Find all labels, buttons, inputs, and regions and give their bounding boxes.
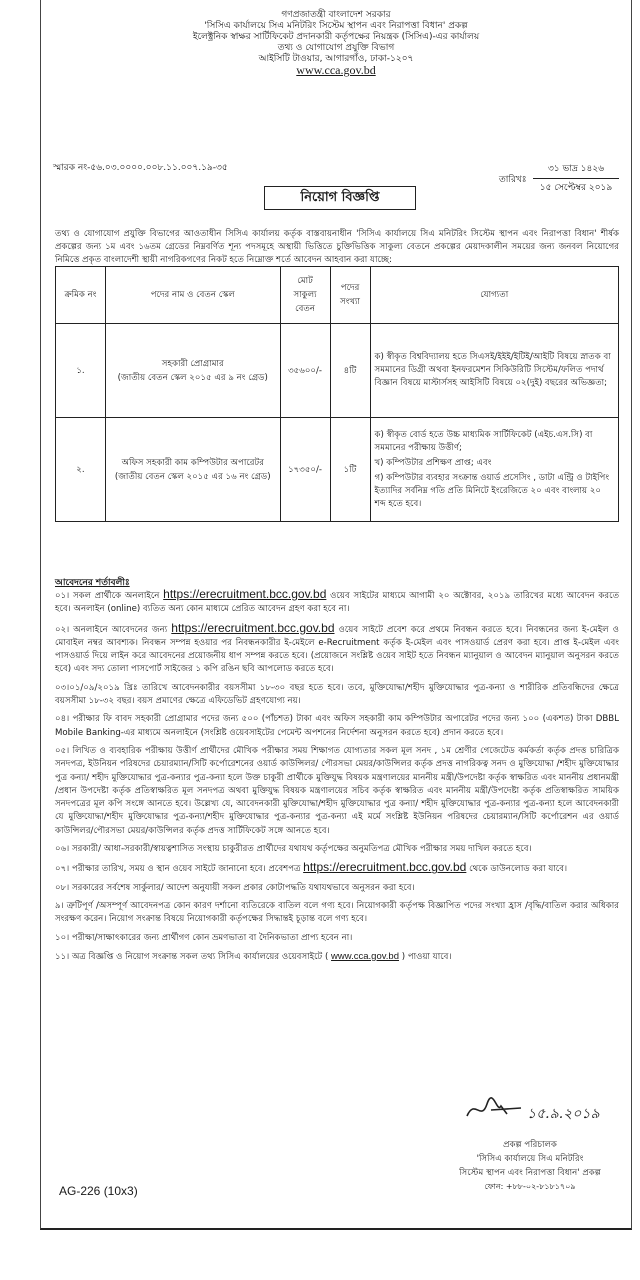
header (41, 10, 631, 76)
signature-date: ১৫.৯.২০১৯ (527, 1106, 600, 1122)
header-government: গণপ্রজাতন্ত্রী বাংলাদেশ সরকার (281, 10, 391, 20)
post-scale: (জাতীয় বেতন স্কেল ২০১৫ এর ১৬ নং গ্রেড) (114, 471, 271, 482)
header-project: 'সিসিএ কার্যালয়ে সিএ মনিটরিং সিস্টেম স্থাপন এবং নিরাপত্তা বিধান' প্রকল্প (204, 21, 468, 31)
post-name: সহকারী প্রোগ্রামার (161, 358, 224, 369)
erecruitment-link[interactable]: https://erecruitment.bcc.gov.bd (163, 587, 327, 601)
condition-item: ০৩।০১/০৯/২০১৯ খ্রিঃ তারিখে আবেদনকারীর বয়সসীমা ১৮-৩০ বছর হতে হবে। তবে, মুক্তিযোদ্ধা/শহীদ মুক্তিযোদ্ধার পুত্র-কন্যা ও শারীরিক প্রতিবন্ধিদের ক্ষেত্রে বয়সসীমা ১৮-৩২ বছর। বয়স প্রমাণের ক্ষেত্রে এফিডেভিট গ্রহণযোগ্য নয়। (55, 682, 619, 707)
header-salary: মোট সাকুল্য বেতন (280, 267, 330, 324)
website-link[interactable]: www.cca.gov.bd (331, 950, 399, 962)
condition-item: ৯। ত্রুটিপূর্ণ /অসম্পূর্ণ আবেদনপত্র কোন কারণ দর্শানো ব্যতিরেকে বাতিল বলে গণ্য হবে। নিয়োগকারী কর্তৃপক্ষ বিজ্ঞাপিত পদের সংখ্যা হ্রাস /বৃদ্ধি/বাতিল করার অধিকার সংরক্ষণ করেন। নিয়োগ সংক্রান্ত বিষয়ে নিয়োগকারী কর্তৃপক্ষের সিদ্ধান্তই চূড়ান্ত বলে গণ্য হবে। (55, 900, 619, 925)
header-website-link[interactable]: www.cca.gov.bd (296, 63, 376, 77)
qualification-item: ক) স্বীকৃত বিশ্ববিদ্যালয় হতে সিএসই/ইইই/ইটিই/আইটি বিষয়ে স্নাতক বা সমমানের ডিগ্রী অথবা ইনফরমেশন সিকিউরিটি সিস্টেম/ফলিত পদার্থ বিজ্ঞান বিষয়ে মাস্টার্সসহ আইসিটি বিষয়ে ০২(দুই) বছরের অভিজ্ঞতা; (374, 352, 611, 388)
signatory-project-line1: 'সিসিএ কার্যালয়ে সিএ মনিটরিং (476, 1154, 584, 1164)
row-qualification (370, 418, 618, 522)
jobs-table (55, 266, 619, 522)
condition-item: ১১। অত্র বিজ্ঞপ্তি ও নিয়োগ সংক্রান্ত সকল তথ্য সিসিএ কার্যালয়ের ওয়েবসাইটে ( www.cca.gov.bd ) পাওয়া যাবে। (55, 950, 452, 962)
condition-item: ০৫। লিখিত ও ব্যবহারিক পরীক্ষায় উত্তীর্ণ প্রার্থীদের মৌখিক পরীক্ষার সময় শিক্ষাগত যোগ্যতার সকল মূল সনদ , ১ম শ্রেণীর গেজেটেড কর্মকর্তা কর্তৃক প্রদত্ত চারিত্রিক সনদপত্র, ইউনিয়ন পরিষদের চেয়ারম্যান/সিটি কর্পোরেশনের ওয়ার্ড কাউন্সিলর/ পৌরসভা মেয়র/কাউন্সিলর কর্তৃক প্রদত্ত নাগরিকত্ব সনদ ও মুক্তিযোদ্ধা /শহীদ মুক্তিযোদ্ধার পুত্র কন্যা/ শহীদ মুক্তিযোদ্ধার পুত্র-কন্যার পুত্র-কন্যা হলে উক্ত চাকুরী প্রার্থীকে মুক্তিযুদ্ধ বিষয়ক মন্ত্রণালয়ের মাননীয় মন্ত্রী/উপদেষ্টা কর্তৃক স্বাক্ষরিত এবং মাননীয় প্রধানমন্ত্রী /প্রধান উপদেষ্টা কর্তৃক প্রতিস্বাক্ষরিত মূল সনদপত্র অথবা মুক্তিযুদ্ধ বিষয়ক মন্ত্রণালয়ের সচিব কর্তৃক স্বাক্ষরিত এবং মাননীয় মন্ত্রী/উপদেষ্টা কর্তৃক প্রতিস্বাক্ষরিত সাময়িক সনদপত্রের মূল কপি সংঙ্গে আনতে হবে। উল্লেখ্য যে, আবেদনকারী মুক্তিযোদ্ধা/শহীদ মুক্তিযোদ্ধার পুত্র কন্যা/ শহীদ মুক্তিযোদ্ধার পুত্র-কন্যার পুত্র-কন্যা হলে আবেদনকারী যে মুক্তিযোদ্ধা/শহীদ মুক্তিযোদ্ধার পুত্র-কন্যা/শহীদ মুক্তিযোদ্ধার পুত্র-কন্যার পুত্র-কন্যা এই মর্মে সংশ্লিষ্ট ইউনিয়ন পরিষদের চেয়ারম্যান/সিটি কর্পোরেশন এর ওয়ার্ড কাউন্সিলর/পৌরসভা মেয়র/কাউন্সিলর কর্তৃক প্রদত্ত সার্টিফিকেট সঙ্গে আনতে হবে। (55, 745, 619, 836)
date-english: ১৫ সেপ্টেম্বর ২০১৯ (539, 183, 613, 193)
table-row (56, 418, 619, 522)
qualification-item: গ) কম্পিউটার ব্যবহার সংক্রান্ত ওয়ার্ড প্রসেসিং , ডাটা এন্ট্রি ও টাইপিং ইত্যাদির সর্বনিম্ন গতি প্রতি মিনিটে ইংরেজিতে ২০ এবং বাংলায় ২০ শব্দ হতে হবে। (374, 472, 610, 509)
header-qualification: যোগ্যতা (370, 267, 618, 324)
header-office: ইলেক্ট্রনিক স্বাক্ষর সার্টিফিকেট প্রদানকারী কর্তৃপক্ষের নিয়ন্ত্রক (সিসিএ)-এর কার্যালয় (192, 32, 480, 42)
qualification-item: ক) স্বীকৃত বোর্ড হতে উচ্চ মাধ্যমিক সার্টিফিকেট (এইচ.এস.সি) বা সমমানের পরীক্ষায় উত্তীর্ণ; (374, 429, 593, 453)
header-count: পদের সংখ্যা (330, 267, 370, 324)
conditions-title: আবেদনের শর্তাবলীঃ (55, 578, 130, 588)
conditions-list (55, 588, 619, 969)
erecruitment-link[interactable]: https://erecruitment.bcc.gov.bd (303, 860, 467, 875)
header-division: তথ্য ও যোগাযোগ প্রযুক্তি বিভাগ (277, 43, 395, 53)
row-qualification (370, 324, 618, 418)
date-label: তারিখঃ (499, 175, 527, 185)
header-post: পদের নাম ও বেতন স্কেল (105, 267, 280, 324)
post-scale: (জাতীয় বেতন স্কেল ২০১৫ এর ৯ নং গ্রেড) (117, 372, 268, 383)
signature (461, 1092, 631, 1130)
row-count: ৪টি (330, 324, 370, 418)
date-block (533, 160, 619, 197)
ag-code: AG-226 (10x3) (59, 1184, 138, 1198)
row-serial: ১. (56, 324, 106, 418)
row-post (105, 324, 280, 418)
row-count: ১টি (330, 418, 370, 522)
table-header-row (56, 267, 619, 324)
condition-item: ০১। সকল প্রার্থীকে অনলাইনে https://erecruitment.bcc.gov.bd ওয়েব সাইটের মাধ্যমে আগামী ২০ অক্টোবর, ২০১৯ তারিখের মধ্যে আবেদন করতে হবে। অনলাইন (online) ব্যতিত অন্য কোন মাধ্যমে প্রেরিত আবেদন গ্রহণ করা হবে না। (55, 587, 620, 615)
signatory-phone: ফোন: +৮৮-০২-৮১৮১৭০৯ (484, 1182, 576, 1191)
table-row (56, 324, 619, 418)
row-serial: ২. (56, 418, 106, 522)
header-serial: ক্রমিক নং (56, 267, 106, 324)
condition-item: ০৪। পরীক্ষার ফি বাবদ সহকারী প্রোগ্রামার পদের জন্য ৫০০ (পাঁচশত) টাকা এবং অফিস সহকারী কাম কম্পিউটার অপারেটর পদের জন্য ১০০ (একশত) টাকা DBBL Mobile Banking-এর মাধ্যমে অনলাইনে (সংশ্লিষ্ট ওয়েবসাইটের পেমেন্ট অপশনের নির্দেশনা অনুসরন করতে হবে) প্রদান করতে হবে। (55, 714, 619, 738)
memo-number: স্মারক নং-৫৬.০৩.০০০০.০০৮.১১.০০৭.১৯-৩৫ (53, 163, 228, 173)
condition-item: ১০। পরীক্ষা/সাক্ষাৎকারের জন্য প্রার্থীগণ কোন ভ্রমণভাতা বা দৈনিকভাতা প্রাপ্য হবেন না। (55, 932, 353, 943)
notice-title: নিয়োগ বিজ্ঞপ্তি (264, 186, 416, 210)
condition-item: ০৬। সরকারী/ আধা-সরকারী/স্বায়ত্বশাসিত সংস্থায় চাকুরীরত প্রার্থীদের যথাযথ কর্তৃপক্ষের অনুমতিপত্র মৌখিক পরীক্ষার সময় দাখিল করতে হবে। (55, 844, 532, 855)
signature-block (441, 1138, 619, 1194)
row-post (105, 418, 280, 522)
condition-item: ০৭। পরীক্ষার তারিখ, সময় ও স্থান ওয়েব সাইটে জানানো হবে। প্রবেশপত্র https://erecruitment.bcc.gov.bd থেকে ডাউনলোড করা যাবে। (55, 860, 568, 875)
condition-item: ০৮। সরকারের সর্বশেষ সার্কুলার/ আদেশ অনুযায়ী সকল প্রকার কোটাপদ্ধতি যথাযথভাবে অনুসরন করা হবে। (55, 882, 415, 893)
date-bangla: ৩১ ভাদ্র ১৪২৬ (533, 160, 619, 179)
signatory-designation: প্রকল্প পরিচালক (503, 1140, 557, 1150)
intro-paragraph: তথ্য ও যোগাযোগ প্রযুক্তি বিভাগের আওতাধীন সিসিএ কার্যালয় কর্তৃক বাস্তবায়নাধীন 'সিসিএ কার্যালয়ে সিএ মনিটরিং সিস্টেম স্থাপন এবং নিরাপত্তা বিধান' শীর্ষক প্রকল্পের জন্য ১ম এবং ১৬তম গ্রেডের নিম্নবর্ণিত শূন্য পদসমূহে অস্থায়ী ভিত্তিতে চুক্তিভিত্তিক সাকুল্য বেতনে প্রকল্পের মেয়াদকালীন সময়ের জন্য জনবল নিয়োগের নিমিত্তে প্রকৃত বাংলাদেশী স্থায়ী নাগরিকগণের নিকট হতে নিম্নোক্ত শর্তে আবেদন আহবান করা যাচ্ছে: (55, 229, 619, 265)
condition-item: ০২। অনলাইনে আবেদনের জন্য https://erecruitment.bcc.gov.bd ওয়েব সাইটে প্রবেশ করে প্রথমে নিবন্ধন করতে হবে। নিবন্ধনের জন্য ই-মেইল ও মোবাইল নম্বর আবশ্যক। নিবন্ধন সম্পন্ন হওয়ার পর নিবন্ধনকারীর ই-মেইলে e-Recruitment কর্তৃক ই-মেইল এবং পাসওয়ার্ড প্রেরণ করা হবে। প্রাপ্ত ই-মেইল এবং পাসওয়ার্ড দিয়ে লাইন করে আবেদনের প্রয়োজনীয় ধাপ সম্পন্ন করতে হবে। (প্রয়োজনে সংশ্লিষ্ট ওয়েব সাইট হতে নিবন্ধন ম্যানুয়াল ও আবেদন ম্যানুয়াল অনুসরন করতে হবে) এবং সদ্য তোলা পাসপোর্ট সাইজের ১ কপি রঙিন ছবি আপলোড করতে হবে। (55, 620, 619, 675)
header-address: আইসিটি টাওয়ার, আগারগাঁও, ঢাকা-১২০৭ (258, 54, 414, 64)
row-salary: ১৭৩৫০/- (280, 418, 330, 522)
row-salary: ৩৫৬০০/- (280, 324, 330, 418)
notice-page (40, 0, 632, 1230)
signatory-project-line2: সিস্টেম স্থাপন এবং নিরাপত্তা বিধান' প্রকল্প (459, 1168, 601, 1178)
post-name: অফিস সহকারী কাম কম্পিউটার অপারেটর (121, 457, 264, 468)
qualification-item: খ) কম্পিউটার প্রশিক্ষণ প্রাপ্ত; এবং (374, 457, 492, 468)
erecruitment-link[interactable]: https://erecruitment.bcc.gov.bd (171, 620, 335, 635)
